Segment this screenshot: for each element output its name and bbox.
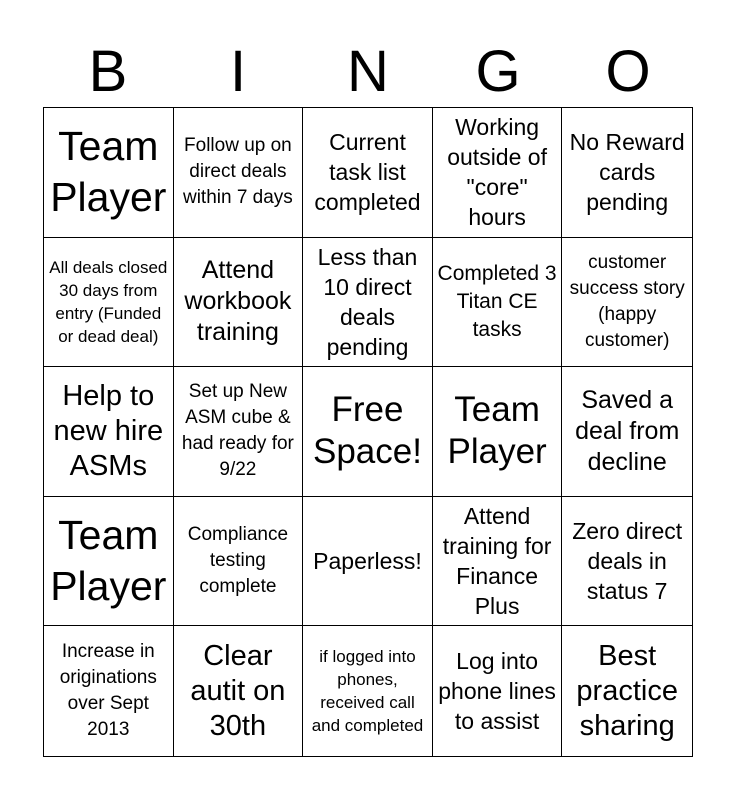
bingo-cell-r2-c2 <box>174 238 304 368</box>
bingo-cell-r2-c3 <box>303 238 433 368</box>
bingo-cell-text: Saved a deal from decline <box>575 385 680 476</box>
bingo-cell-text: Log into phone lines to assist <box>438 648 556 735</box>
bingo-cell-text: Attend workbook training <box>184 256 292 347</box>
bingo-cell-text: No Reward cards pending <box>569 129 685 216</box>
bingo-cell-text: Paperless! <box>313 548 422 575</box>
bingo-cell-r3-c5 <box>562 367 692 497</box>
bingo-cell-text: Set up New ASM cube & had ready for 9/22 <box>181 381 294 481</box>
bingo-header <box>43 36 693 108</box>
bingo-cell-r1-c3 <box>303 108 433 238</box>
bingo-cell-r4-c4 <box>433 497 563 627</box>
bingo-cell-text: Follow up on direct deals within 7 days <box>182 135 293 209</box>
bingo-cell-text: Working outside of "core" hours <box>447 114 547 231</box>
bingo-cell-r1-c5 <box>562 108 692 238</box>
bingo-cell-r4-c3 <box>303 497 433 627</box>
bingo-board <box>43 107 693 757</box>
header-letter-b: B <box>88 39 128 104</box>
header-letter-i: I <box>229 39 247 104</box>
bingo-cell-text: Team Player <box>50 512 167 610</box>
bingo-cell-text: Completed 3 Titan CE tasks <box>437 261 557 341</box>
bingo-cell-text: Team Player <box>447 390 547 472</box>
bingo-cell-r4-c1 <box>44 497 174 627</box>
bingo-cell-r5-c2 <box>174 626 304 756</box>
bingo-cell-r5-c3 <box>303 626 433 756</box>
bingo-cell-r3-c4 <box>433 367 563 497</box>
bingo-cell-r5-c1 <box>44 626 174 756</box>
bingo-cell-r2-c5 <box>562 238 692 368</box>
bingo-cell-text: Clear autit on 30th <box>190 639 286 742</box>
bingo-cell-text: Team Player <box>50 123 167 221</box>
bingo-cell-text: Current task list completed <box>314 129 421 216</box>
bingo-cell-text: All deals closed 30 days from entry (Funded or dead deal) <box>49 257 168 346</box>
bingo-cell-text: Compliance testing complete <box>187 524 289 598</box>
bingo-cell-text: Free Space! <box>313 390 422 472</box>
bingo-cell-r5-c4 <box>433 626 563 756</box>
bingo-cell-r5-c5 <box>562 626 692 756</box>
bingo-cell-text: Increase in originations over Sept 2013 <box>59 641 157 741</box>
bingo-cell-r1-c1 <box>44 108 174 238</box>
bingo-cell-text: Help to new hire ASMs <box>53 379 164 482</box>
bingo-cell-r1-c2 <box>174 108 304 238</box>
bingo-cell-text: Zero direct deals in status 7 <box>572 518 683 605</box>
bingo-cell-text: Best practice sharing <box>576 639 678 742</box>
bingo-cell-text: customer success story (happy customer) <box>569 251 685 351</box>
bingo-cell-r2-c4 <box>433 238 563 368</box>
bingo-cell-r3-c2 <box>174 367 304 497</box>
bingo-cell-r3-c1 <box>44 367 174 497</box>
header-letter-o: O <box>605 39 651 104</box>
bingo-cell-text: if logged into phones, received call and completed <box>311 647 424 736</box>
bingo-cell-text: Attend training for Finance Plus <box>442 503 552 620</box>
bingo-cell-text: Less than 10 direct deals pending <box>317 243 418 360</box>
bingo-cell-r4-c2 <box>174 497 304 627</box>
bingo-cell-r4-c5 <box>562 497 692 627</box>
bingo-cell-r2-c1 <box>44 238 174 368</box>
header-letter-g: G <box>475 39 521 104</box>
bingo-cell-r3-c3 <box>303 367 433 497</box>
bingo-cell-r1-c4 <box>433 108 563 238</box>
header-letter-n: N <box>347 39 389 104</box>
